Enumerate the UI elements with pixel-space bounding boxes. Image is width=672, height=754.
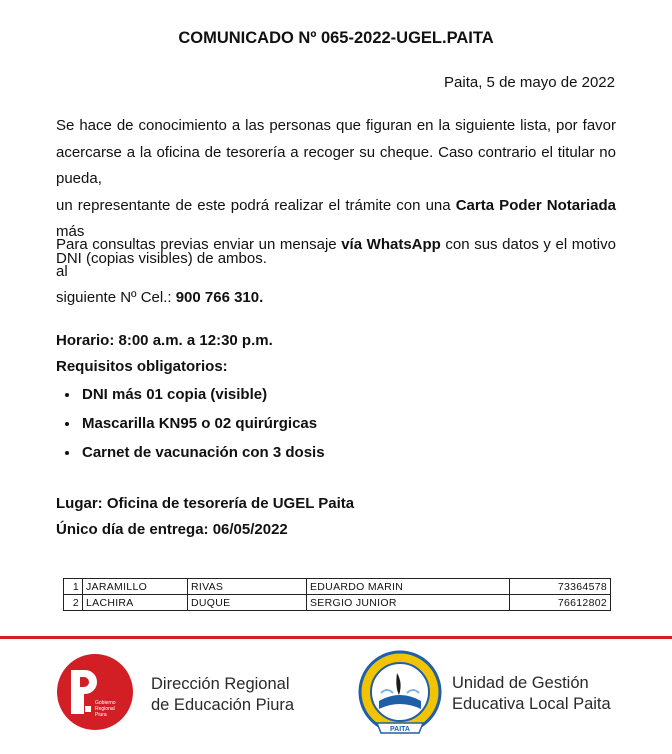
- list-item: • Mascarilla KN95 o 02 quirúrgicas: [80, 409, 325, 438]
- second-surname: RIVAS: [188, 579, 307, 595]
- schedule: Horario: 8:00 a.m. a 12:30 p.m.: [56, 332, 273, 349]
- ugel-seal-icon: [357, 649, 443, 739]
- table-row: [64, 595, 611, 611]
- text-span: Para consultas previas enviar un mensaje: [56, 236, 342, 253]
- footer-line: Educativa Local Paita: [452, 695, 611, 713]
- dre-piura-name: [151, 674, 294, 716]
- row-number: 2: [64, 595, 83, 611]
- footer-line: Unidad de Gestión: [452, 674, 589, 692]
- whatsapp-emphasis: vía WhatsApp: [341, 236, 441, 253]
- given-names: SERGIO JUNIOR: [307, 595, 510, 611]
- dni-number: 76612802: [510, 595, 611, 611]
- ugel-paita-seal: [357, 649, 443, 744]
- text-span: siguiente Nº Cel.:: [56, 289, 176, 306]
- text-span: más: [56, 223, 85, 240]
- gobierno-regional-logo-icon: [55, 650, 135, 734]
- first-surname: LACHIRA: [83, 595, 188, 611]
- row-number: 1: [64, 579, 83, 595]
- carta-poder-emphasis: Carta Poder Notariada: [455, 196, 616, 214]
- phone-number: 900 766 310.: [175, 289, 264, 306]
- page-title: COMUNICADO Nº 065-2022-UGEL.PAITA: [178, 29, 494, 47]
- paragraph-line: acercarse a la oficina de tesorería a recoger su cheque. Caso contrario el titular no pueda,: [56, 143, 616, 187]
- svg-text:Piura: Piura: [95, 712, 107, 718]
- table-row: [64, 579, 611, 595]
- dni-number: 73364578: [510, 579, 611, 595]
- svg-text:Regional: Regional: [95, 706, 115, 712]
- paragraph-line: Se hace de conocimiento a las personas que figuran en la siguiente lista, por favor: [56, 117, 616, 134]
- list-item: • Carnet de vacunación con 3 dosis: [80, 438, 325, 467]
- requirements-list: [60, 380, 325, 467]
- document-date: Paita, 5 de mayo de 2022: [444, 74, 615, 91]
- list-item: • DNI más 01 copia (visible): [80, 380, 325, 409]
- paragraph-line: [56, 232, 616, 285]
- svg-text:Gobierno: Gobierno: [95, 700, 116, 706]
- text-span: con sus datos y el motivo al: [56, 236, 616, 280]
- seal-ribbon-text: PAITA: [390, 726, 410, 733]
- location: Lugar: Oficina de tesorería de UGEL Paita: [56, 495, 355, 512]
- footer-divider: [0, 636, 672, 639]
- gobierno-regional-logo: [55, 650, 135, 739]
- paragraph-contact: [56, 232, 616, 312]
- paragraph-line: DNI (copias visibles) de ambos.: [56, 249, 267, 267]
- footer-line: Dirección Regional: [151, 675, 290, 693]
- beneficiaries-table: [63, 578, 611, 611]
- requirements-heading: Requisitos obligatorios:: [56, 358, 228, 375]
- footer-line: de Educación Piura: [151, 696, 295, 714]
- delivery-date: Único día de entrega: 06/05/2022: [56, 521, 288, 538]
- ugel-paita-name: [452, 673, 611, 715]
- given-names: EDUARDO MARIN: [307, 579, 510, 595]
- second-surname: DUQUE: [188, 595, 307, 611]
- text-span: un representante de este podrá realizar el trámite con una: [56, 196, 456, 214]
- first-surname: JARAMILLO: [83, 579, 188, 595]
- paragraph-line: [56, 285, 616, 312]
